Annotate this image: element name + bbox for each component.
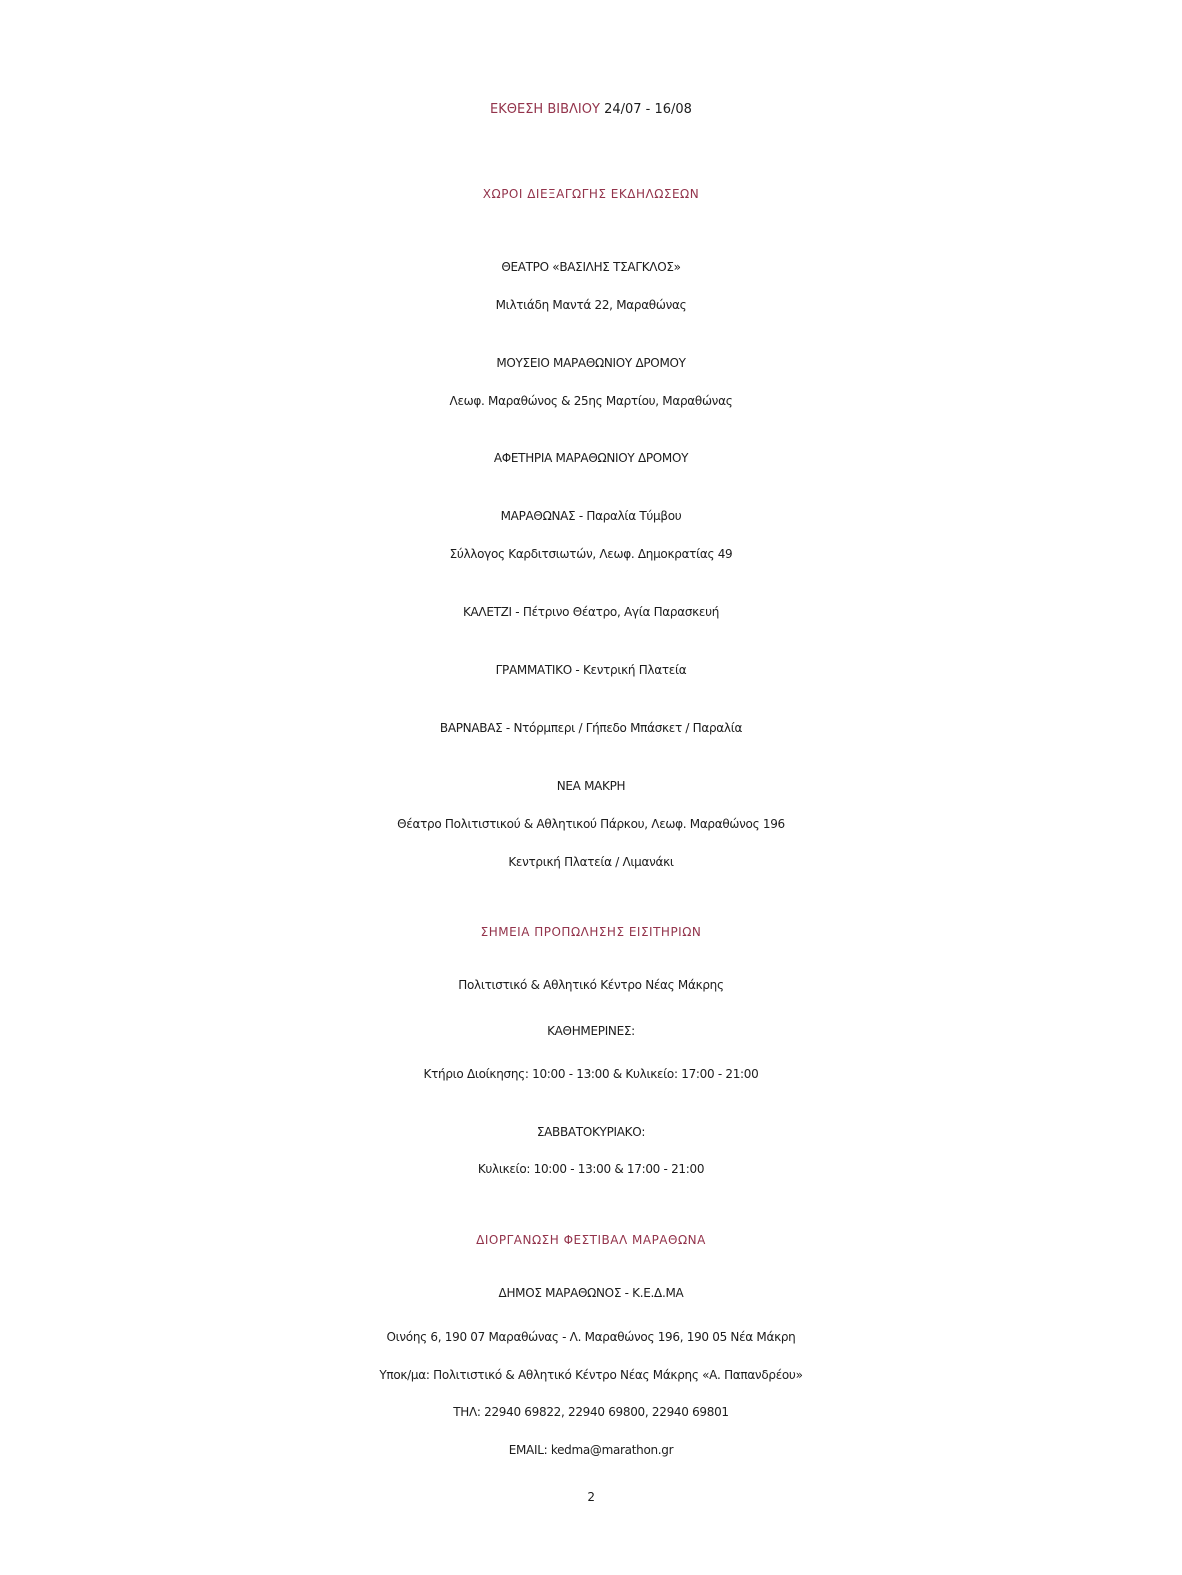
venues-heading: ΧΩΡΟΙ ΔΙΕΞΑΓΩΓΗΣ ΕΚΔΗΛΩΣΕΩΝ bbox=[482, 187, 700, 201]
page-number: 2 bbox=[587, 1490, 595, 1504]
organizer-email: EMAIL: kedma@marathon.gr bbox=[508, 1443, 674, 1457]
venue-line: Σύλλογος Καρδιτσιωτών, Λεωφ. Δημοκρατίας 49 bbox=[449, 547, 733, 561]
venue-line: ΒΑΡΝΑΒΑΣ - Ντόρμπερι / Γήπεδο Μπάσκετ / Παραλία bbox=[439, 721, 743, 735]
title-dates: 24/07 - 16/08 bbox=[604, 102, 692, 117]
page-title bbox=[0, 103, 1182, 116]
tickets-place: Πολιτιστικό & Αθλητικό Κέντρο Νέας Μάκρης bbox=[458, 978, 724, 992]
weekdays-hours: Κτήριο Διοίκησης: 10:00 - 13:00 & Κυλικείο: 17:00 - 21:00 bbox=[423, 1067, 759, 1081]
weekend-label: ΣΑΒΒΑΤΟΚΥΡΙΑΚΟ: bbox=[536, 1125, 646, 1139]
title-label: ΕΚΘΕΣΗ ΒΙΒΛΙΟΥ bbox=[490, 102, 600, 117]
organizer-address: Οινόης 6, 190 07 Μαραθώνας - Λ. Μαραθώνος 196, 190 05 Νέα Μάκρη bbox=[386, 1330, 796, 1344]
venue-line: ΝΕΑ ΜΑΚΡΗ bbox=[556, 779, 626, 793]
venue-line: Λεωφ. Μαραθώνος & 25ης Μαρτίου, Μαραθώνας bbox=[449, 394, 733, 408]
venue-line: ΚΑΛΕΤΖΙ - Πέτρινο Θέατρο, Αγία Παρασκευή bbox=[462, 605, 720, 619]
venue-line: Θέατρο Πολιτιστικού & Αθλητικού Πάρκου, Λεωφ. Μαραθώνος 196 bbox=[397, 817, 785, 831]
venue-line: ΑΦΕΤΗΡΙΑ ΜΑΡΑΘΩΝΙΟΥ ΔΡΟΜΟΥ bbox=[493, 451, 689, 465]
organizer-phone: ΤΗΛ: 22940 69822, 22940 69800, 22940 69801 bbox=[453, 1405, 729, 1419]
venue-line: ΘΕΑΤΡΟ «ΒΑΣΙΛΗΣ ΤΣΑΓΚΛΟΣ» bbox=[501, 260, 681, 274]
weekdays-label: ΚΑΘΗΜΕΡΙΝΕΣ: bbox=[547, 1024, 635, 1038]
venue-line: ΜΟΥΣΕΙΟ ΜΑΡΑΘΩΝΙΟΥ ΔΡΟΜΟΥ bbox=[496, 356, 686, 370]
venue-line: ΓΡΑΜΜΑΤΙΚΟ - Κεντρική Πλατεία bbox=[495, 663, 687, 677]
organizer-name: ΔΗΜΟΣ ΜΑΡΑΘΩΝΟΣ - Κ.Ε.Δ.ΜΑ bbox=[498, 1286, 684, 1300]
weekend-hours: Κυλικείο: 10:00 - 13:00 & 17:00 - 21:00 bbox=[477, 1162, 705, 1176]
venue-line: Κεντρική Πλατεία / Λιμανάκι bbox=[508, 855, 674, 869]
tickets-heading: ΣΗΜΕΙΑ ΠΡΟΠΩΛΗΣΗΣ ΕΙΣΙΤΗΡΙΩΝ bbox=[480, 925, 702, 939]
venue-line: ΜΑΡΑΘΩΝΑΣ - Παραλία Τύμβου bbox=[500, 509, 682, 523]
organizer-heading: ΔΙΟΡΓΑΝΩΣΗ ΦΕΣΤΙΒΑΛ ΜΑΡΑΘΩΝΑ bbox=[476, 1233, 706, 1247]
organizer-branch: Υποκ/μα: Πολιτιστικό & Αθλητικό Κέντρο Νέας Μάκρης «Α. Παπανδρέου» bbox=[379, 1368, 803, 1382]
venue-line: Μιλτιάδη Μαντά 22, Μαραθώνας bbox=[495, 298, 687, 312]
